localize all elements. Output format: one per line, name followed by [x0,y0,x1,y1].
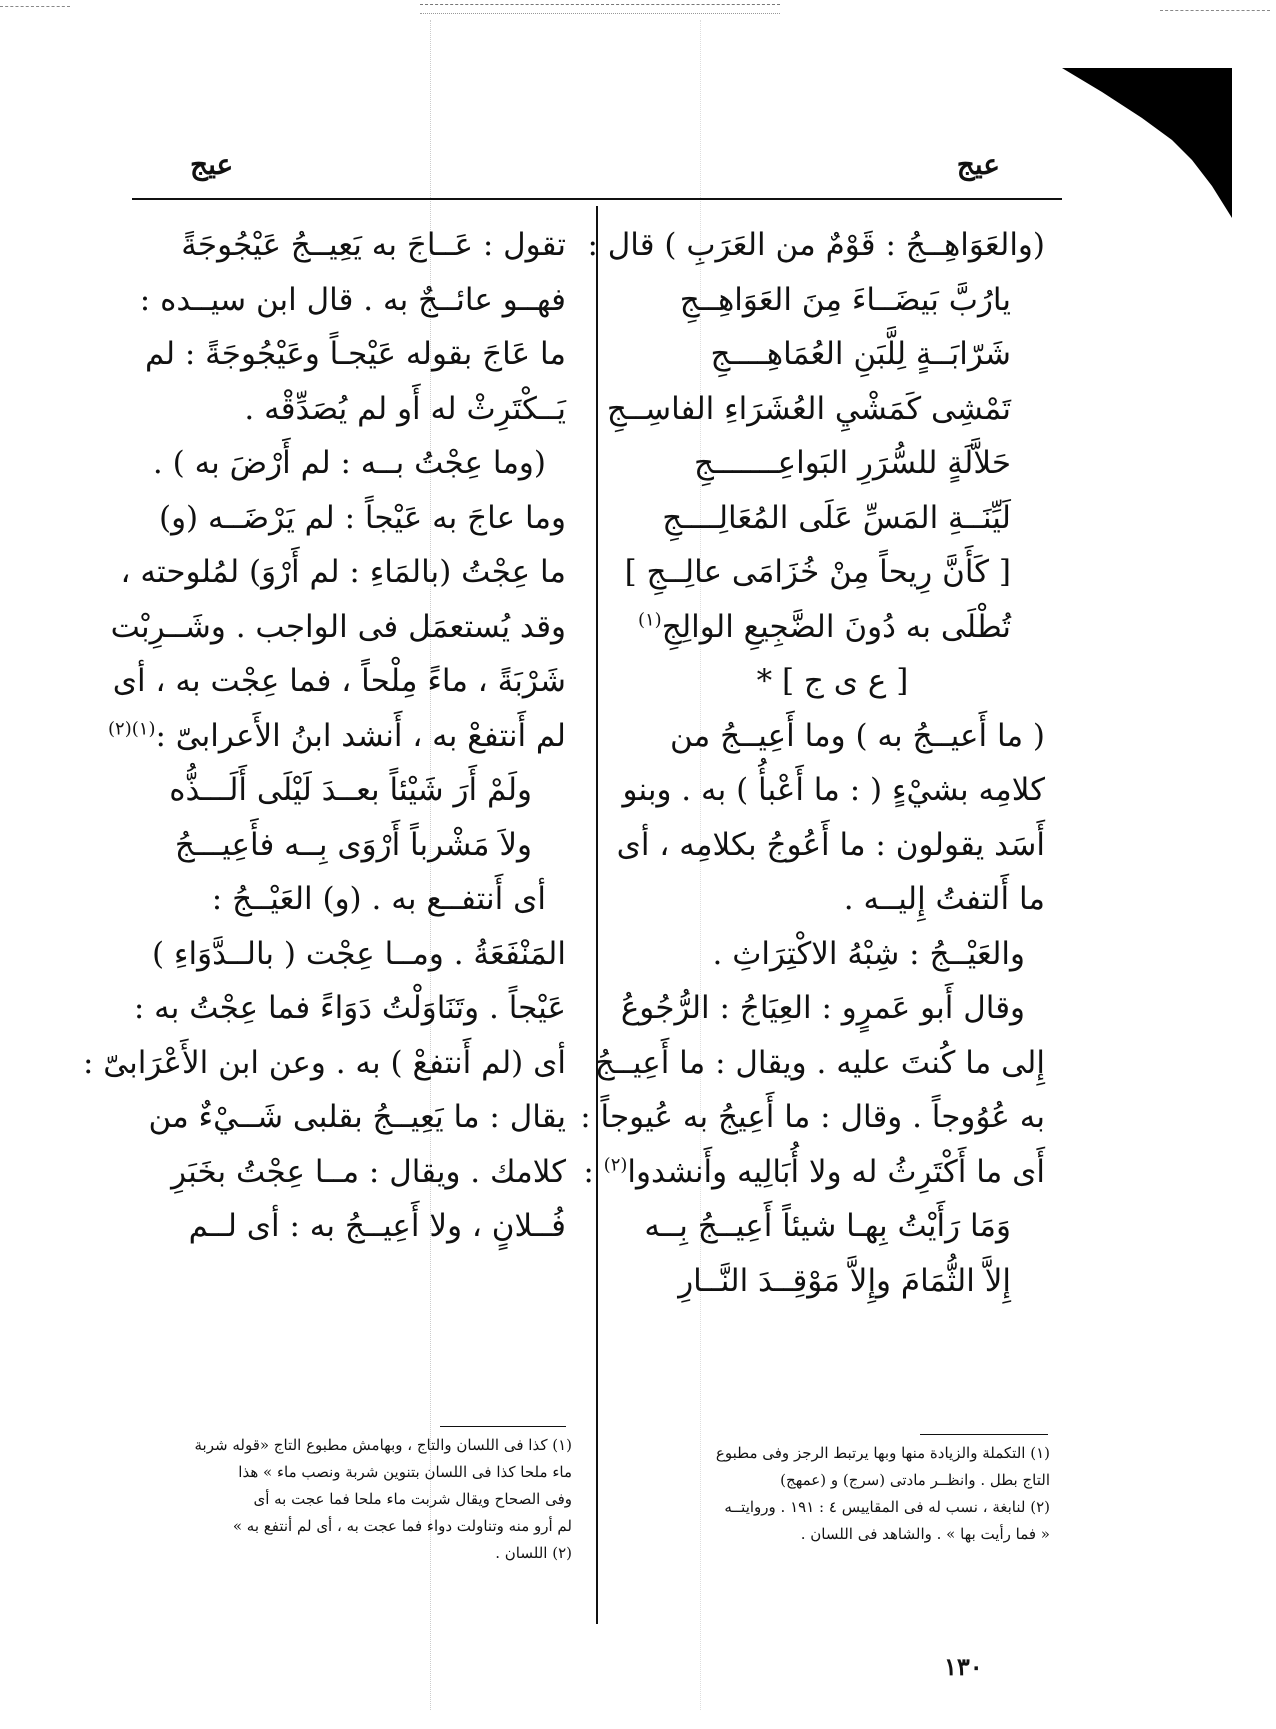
header-rule [132,198,1062,200]
line-text: [ كَأَنَّ رِيحاً مِنْ خُزَامَى عالِــجِ ] [624,554,1011,590]
text-line [112,654,566,709]
line-text: يارُبَّ بَيضَــاءَ مِنَ العَوَاهِــجِ [679,281,1011,318]
line-text: كلامك . ويقال : مــا عِجْتُ بخَبَرِ [171,1153,566,1190]
page-number: ١٣٠ [944,1652,983,1681]
left-column [82,218,566,1254]
line-text: يَــكْتَرِثْ له أَو لم يُصَدِّقْه . [244,390,566,427]
verse-line [126,818,566,873]
line-text: أى أَنتفــع به . (و) العَيْــجُ : [211,881,546,917]
page-corner-shadow [1062,68,1232,218]
line-tail: : [583,1153,604,1190]
scan-artifact-top-left [0,6,70,11]
verse-line [620,491,1045,546]
text-line [120,545,566,600]
running-header [130,148,1060,198]
scan-artifact-top-right [1160,10,1270,15]
text-line [126,927,566,982]
line-text: وَمَا رَأَيْتُ بِهـا شيئاً أَعِيــجُ بِــه [644,1208,1011,1244]
line-text: المَنْفَعَةُ . ومــا عِجْت ( بالــدَّوَاءِ ) [151,935,566,972]
text-line [620,763,1045,818]
line-text: تقول : عَــاجَ به يَعِيــجُ عَيْجُوجَةً [181,227,566,263]
footnote-line: وفى الصحاح ويقال شربت ماء ملحا فما عجت به أى [253,1490,572,1508]
footnote-line: التاج بطل . وانظــر مادتى (سرج) و (عمهج) [780,1471,1050,1489]
text-line [594,1036,1045,1091]
text-line [620,981,1045,1036]
footnote-rule-left [440,1426,566,1427]
verse-line [620,545,1045,600]
line-text: أى (لم أَنتفعْ ) به . وعن ابن الأَعْرَابىّ : [82,1044,566,1081]
text-line [126,1090,566,1145]
line-text: إِلاَّ الثُّمَامَ وإِلاَّ مَوْقِــدَ النَّــارِ [678,1262,1011,1299]
line-text: وقد يُستعمَل فى الواجب . وشَــرِبْت [110,608,566,645]
verse-line [126,763,566,818]
line-text: تُطْلَى به دُونَ الضَّجِيعِ الوالِجِ [661,608,1011,645]
line-text: فهــو عائــجٌ به . قال ابن سيــده : [139,281,566,318]
text-line [587,218,1045,273]
text-line [620,709,1045,764]
footnote-line: (٢) لنابغة ، نسب له فى المقاييس ٤ : ١٩١ . وروايتــه [724,1498,1050,1516]
verse-line [620,273,1045,328]
line-text: أَسَد يقولون : ما أَعُوجُ بكلامِه ، أى [616,826,1045,863]
guide-word-left: عيج [190,148,234,181]
line-text: إِلى ما كُنتَ عليه . ويقال : ما أَعِيــجُ [594,1044,1045,1081]
footnote-line: لم أرو منه وتناولت دواء فما عجت به ، أى لم أنتفع به » [232,1517,572,1535]
text-line [126,1145,566,1200]
text-line [126,491,566,546]
line-text: لَيِّنَــةِ المَسِّ عَلَى المُعَالِــــجِ [662,499,1011,536]
text-line [583,1145,1045,1200]
text-line [126,436,566,491]
line-text: والعَيْــجُ : شِبْهُ الاكْتِرَاثِ . [712,935,1025,972]
line-text: لم أَنتفعْ به ، أَنشد ابنُ الأَعرابىّ : [155,717,566,754]
line-text: شَرّابَــةٍ لِلَّبَنِ العُمَاهِــــجِ [710,336,1011,372]
line-text: وقال أَبو عَمرٍو : العِيَاجُ : الرُّجُوعُ [620,990,1025,1026]
footnote-line: ماء ملحا كذا فى اللسان بتنوين شربة ونصب ماء » هذا [238,1463,572,1481]
text-line [126,273,566,328]
line-text: تَمْشِى كَمَشْيِ العُشَرَاءِ الفاسِــجِ [606,390,1011,427]
footnotes-right [610,1440,1050,1548]
verse-line [620,436,1045,491]
right-column [580,218,1045,1308]
text-line [126,218,566,273]
verse-line [620,327,1045,382]
line-text: به عُوُوجاً . وقال : ما أَعِيجُ به عُيوجاً : [580,1099,1045,1135]
line-text: (وما عِجْتُ بــه : لم أَرْضَ به ) . [152,445,546,481]
line-text: فُــلانٍ ، ولا أَعِيــجُ به : أى لــم [188,1208,566,1244]
footnote-line: (٢) اللسان . [495,1544,572,1562]
text-line [620,927,1045,982]
text-line [126,327,566,382]
line-text: ( ما أَعيــجُ به ) وما أَعِيــجُ من [670,717,1045,754]
text-line [620,654,1045,709]
line-text: ولَمْ أَرَ شَيْئاً بعــدَ لَيْلَى أَلَـــذُّه [169,772,532,808]
line-text: يقال : ما يَعِيــجُ بقلبى شَــيْءٌ من [148,1099,566,1135]
text-line [126,981,566,1036]
line-text: [ ع ى ج ] * [756,663,909,699]
line-text: وما عاجَ به عَيْجاً : لم يَرْضَــه (و) [158,499,566,536]
verse-line [606,382,1045,437]
footnote-line: (١) كذا فى اللسان والتاج ، وبهامش مطبوع التاج «قوله شربة [194,1436,572,1454]
text-line [82,1036,566,1091]
verse-line [620,1254,1045,1309]
line-text: حَلاَّلَةٍ للسُّرَرِ البَواعِـــــــجِ [694,445,1011,481]
footnote-rule-right [920,1434,1048,1435]
text-line [126,1199,566,1254]
text-line [110,600,566,655]
line-text: ما عَاجَ بقوله عَيْجـاً وعَيْجُوجَةً : لم [144,336,566,372]
line-text: ما أَلتفتُ إِليــه . [843,881,1045,917]
column-divider [596,206,598,1624]
footnote-marker: (١) [131,718,156,740]
line-text: (والعَوَاهِــجُ : قَوْمٌ من العَرَبِ ) قال : [587,227,1045,263]
footnote-marker: (٢) [603,1154,628,1176]
scan-artifact-top-center [420,4,780,14]
text-line [616,818,1045,873]
text-line [620,872,1045,927]
line-text: عَيْجاً . وتَنَاوَلْتُ دَوَاءً فما عِجْتُ به : [133,990,566,1026]
verse-line [620,600,1045,655]
verse-line [620,1199,1045,1254]
footnote-marker: (٢) [108,718,132,740]
text-line [126,872,566,927]
line-text: شَرْبَةً ، ماءً مِلْحاً ، فما عِجْت به ، أى [112,663,566,699]
footnotes-left [124,1432,572,1567]
text-line [108,709,566,764]
line-text: أَى ما أَكْتَرِثُ له ولا أُبَالِيه وأَنشدوا [627,1153,1045,1190]
line-text: ولاَ مَشْرباً أَرْوَى بِــه فأَعِيـــجُ [174,826,532,863]
line-text: ما عِجْتُ (بالمَاءِ : لم أَرْوَ) لمُلوحته ، [120,554,566,590]
footnote-line: « فما رأيت بها » . والشاهد فى اللسان . [800,1525,1050,1543]
footnote-line: (١) التكملة والزيادة منها وبها يرتبط الرجز وفى مطبوع [715,1444,1050,1462]
guide-word-right: عيج [956,148,1000,181]
text-line [580,1090,1045,1145]
text-line [126,382,566,437]
footnote-marker: (١) [637,609,662,631]
line-text: كلامِه بشيْءٍ ( : ما أَعْبأُ ) به . وبنو [622,772,1045,808]
